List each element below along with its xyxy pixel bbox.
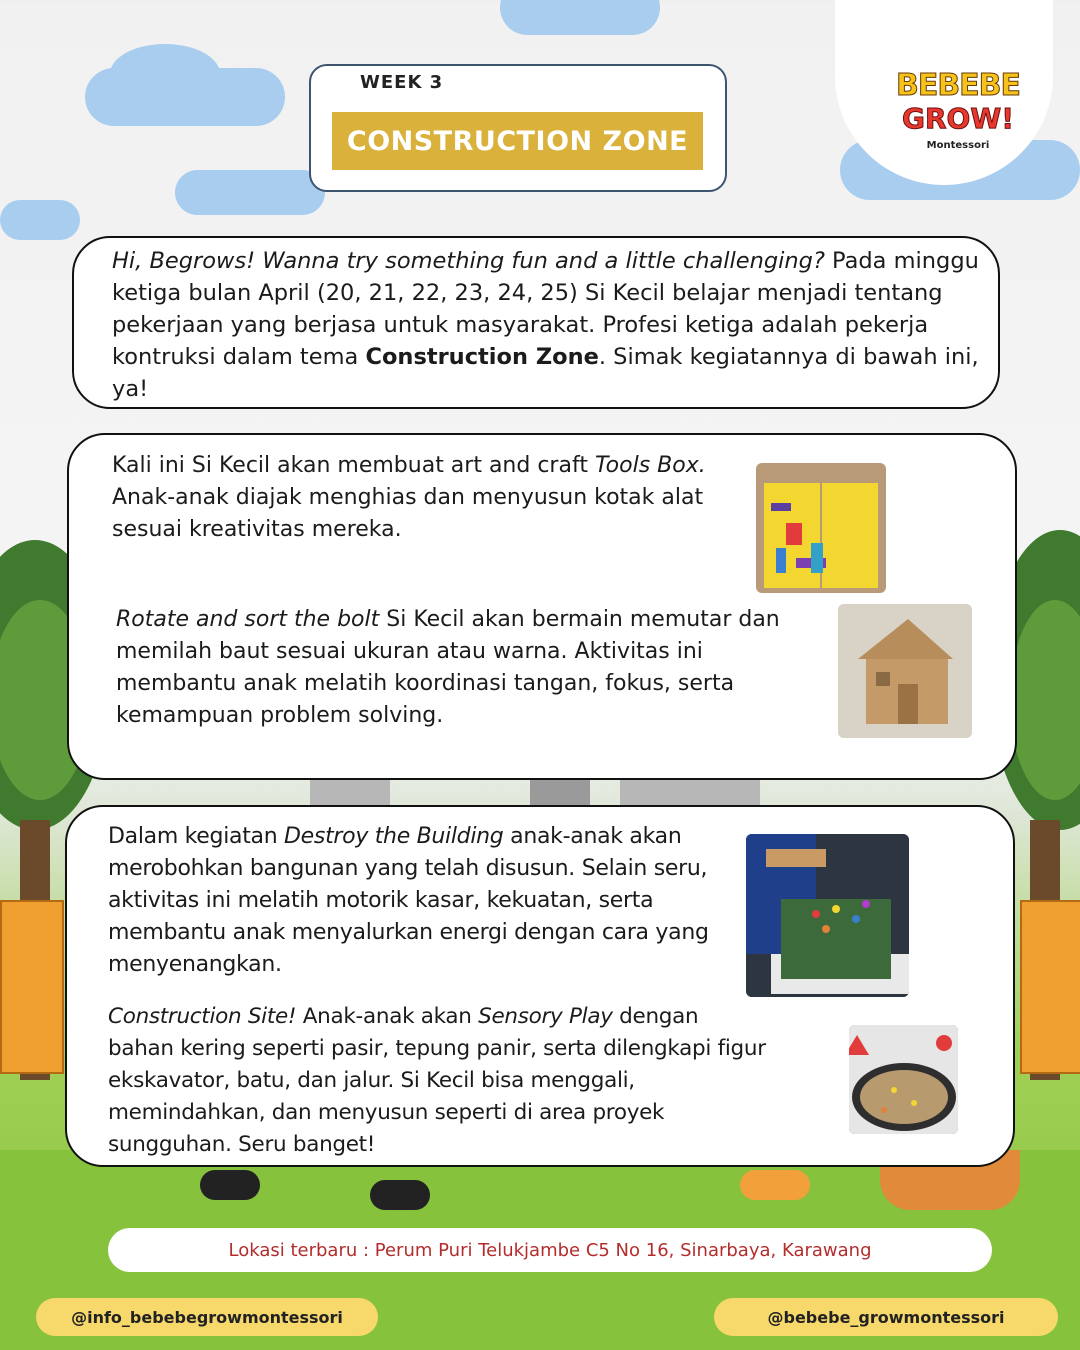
cardboard-house-photo: [838, 604, 972, 738]
activity-4-text-a: Anak-anak akan: [296, 1004, 479, 1029]
activity-construction-site-text: [108, 1001, 768, 1161]
cloud-left-puff: [110, 44, 220, 104]
activity-2-italic: Rotate and sort the bolt: [116, 607, 380, 632]
location-banner: Lokasi terbaru : Perum Puri Telukjambe C5 No 16, Sinarbaya, Karawang: [108, 1228, 992, 1272]
cloud-mid: [175, 170, 325, 215]
tools-box-illustration: [756, 463, 886, 593]
activity-3-text-b: anak-anak akan merobohkan bangunan yang telah disusun. Selain seru, aktivitas ini melatih motorik kasar, kekuatan, serta membantu anak menyalurkan energi dengan cara yang menyenangkan.: [108, 824, 709, 977]
cloud-left-low: [0, 200, 80, 240]
activity-3-text-a: Dalam kegiatan: [108, 824, 285, 849]
activity-4-text-b: dengan bahan kering seperti pasir, tepung panir, serta dilengkapi figur ekskavator, batu, dan jalur. Si Kecil bisa menggali, memindahkan, dan menyusun seperti di area proyek sungguhan. Seru banget!: [108, 1004, 766, 1157]
activity-bolt-text: [116, 604, 796, 732]
sensory-play-illustration: [849, 1025, 958, 1134]
logo-text-grow: GROW!: [902, 102, 1014, 135]
activity-destroy-text: [108, 821, 728, 981]
hammer-play-photo: [746, 834, 909, 997]
kid-shoe-right: [740, 1170, 810, 1200]
kid-shoe-left: [200, 1170, 260, 1200]
activity-4-italic-2: Sensory Play: [478, 1004, 613, 1029]
intro-text: [112, 245, 982, 405]
intro-text-2: . Simak kegiatannya di bawah ini, ya!: [112, 344, 979, 402]
activity-4-italic: Construction Site!: [108, 1004, 297, 1029]
logo-text-bebebe: BEBEBE: [895, 68, 1021, 103]
instagram-handle-right[interactable]: @bebebe_growmontessori: [714, 1298, 1058, 1336]
instagram-handle-left[interactable]: @info_bebebegrowmontessori: [36, 1298, 378, 1336]
activity-tools-box-text: [112, 450, 742, 546]
fence-left: [0, 900, 64, 1074]
activity-3-italic: Destroy the Building: [284, 824, 504, 849]
activity-1-italic: Tools Box.: [594, 453, 706, 478]
theme-title: CONSTRUCTION ZONE: [332, 112, 703, 170]
cardboard-house-illustration: [838, 604, 972, 738]
fence-right: [1020, 900, 1080, 1074]
intro-text-1: Pada minggu ketiga bulan April (20, 21, 22, 23, 24, 25) Si Kecil belajar menjadi tentang pekerjaan yang berjasa untuk masyarakat. Profesi ketiga adalah pekerja kontruksi dalam tema: [112, 248, 979, 370]
week-label: WEEK 3: [360, 72, 444, 93]
intro-italic: Hi, Begrows! Wanna try something fun and a little challenging?: [112, 248, 825, 274]
sensory-play-photo: [849, 1025, 958, 1134]
hammer-play-illustration: [746, 834, 909, 997]
activity-1-text-a: Kali ini Si Kecil akan membuat art and craft: [112, 453, 595, 478]
tools-box-photo: [756, 463, 886, 593]
logo-text-montessori: Montessori: [926, 140, 990, 151]
kid-shoe-mid: [370, 1180, 430, 1210]
cloud-top: [500, 0, 660, 35]
activity-2-text: Si Kecil akan bermain memutar dan memilah baut sesuai ukuran atau warna. Aktivitas ini membantu anak melatih koordinasi tangan, fokus, serta kemampuan problem solving.: [116, 607, 780, 728]
intro-bold-theme: Construction Zone: [365, 344, 599, 370]
activity-1-text-b: Anak-anak diajak menghias dan menyusun kotak alat sesuai kreativitas mereka.: [112, 485, 704, 542]
